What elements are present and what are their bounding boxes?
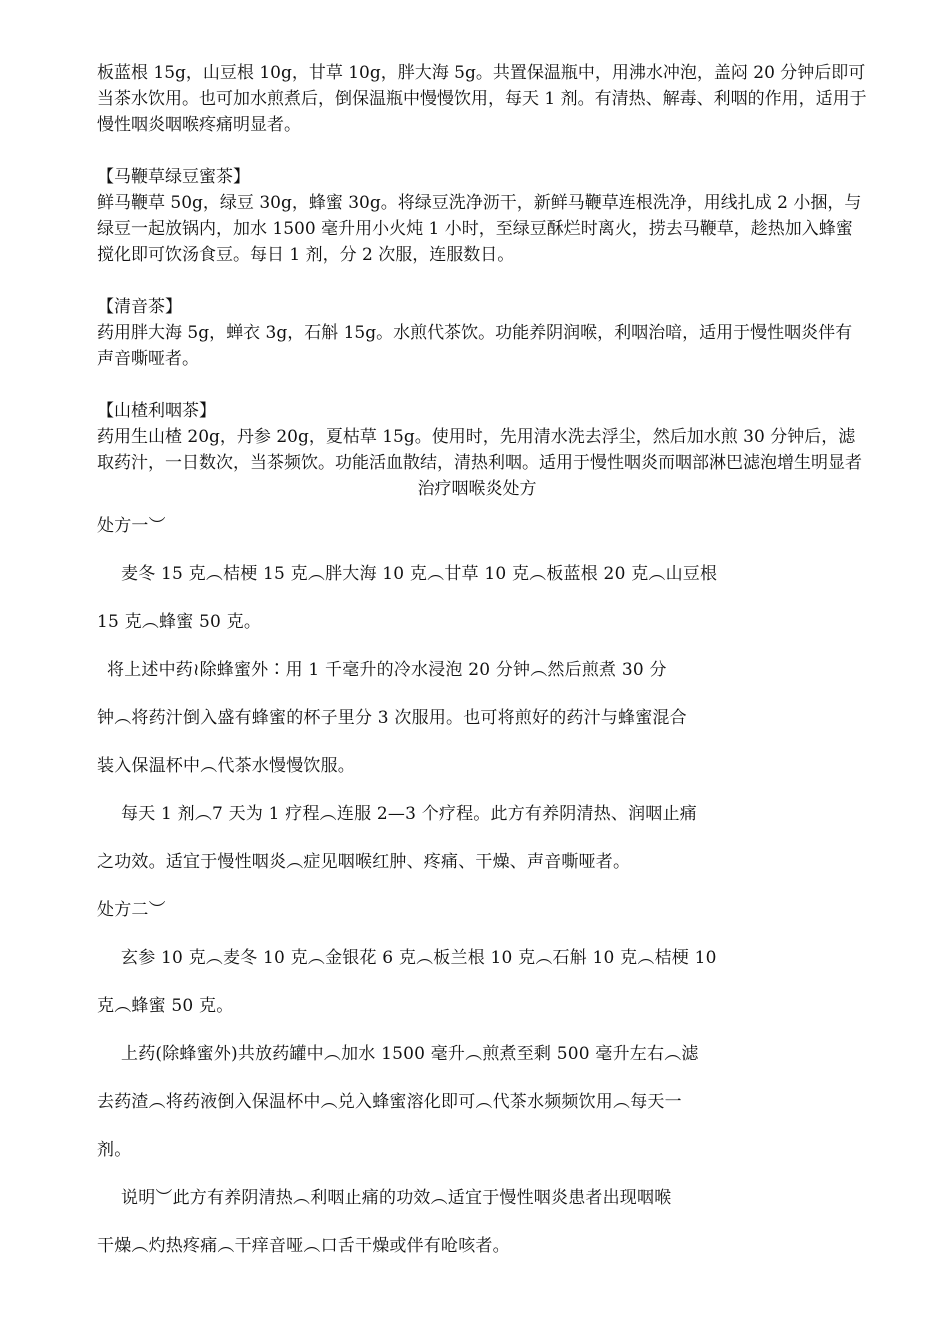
text-line: 说明︶此方有养阴清热︵利咽止痛的功效︵适宜于慢性咽炎患者出现咽喉 <box>121 1188 672 1208</box>
text-line: 钟︵将药汁倒入盛有蜂蜜的杯子里分 3 次服用。也可将煎好的药汁与蜂蜜混合 <box>97 708 687 728</box>
prescription-two-label: 处方二︶ <box>97 900 166 920</box>
text-line: 麦冬 15 克︵桔梗 15 克︵胖大海 10 克︵甘草 10 克︵板蓝根 20 克︵山豆根 <box>121 564 718 584</box>
paragraph-intro: 板蓝根 15g，山豆根 10g，甘草 10g，胖大海 5g。共置保温瓶中，用沸水冲泡，盖闷 20 分钟后即可当茶水饮用。也可加水煎煮后，倒保温瓶中慢慢饮用，每天 1 剂。有清热、解毒、利咽的作用，适用于慢性咽炎咽喉疼痛明显者。 <box>97 63 867 135</box>
heading-mabiancao-tea: 【马鞭草绿豆蜜茶】 <box>97 167 250 187</box>
heading-qingyin-tea: 【清音茶】 <box>97 297 182 317</box>
text-line: 干燥︵灼热疼痛︵干痒音哑︵口舌干燥或伴有呛咳者。 <box>97 1236 510 1256</box>
text-line: 玄参 10 克︵麦冬 10 克︵金银花 6 克︵板兰根 10 克︵石斛 10 克︵桔梗 10 <box>121 948 717 968</box>
document-page <box>97 60 867 1270</box>
text-line: 15 克︵蜂蜜 50 克。 <box>97 612 262 632</box>
paragraph-shanzha-tea: 药用生山楂 20g，丹参 20g，夏枯草 15g。使用时，先用清水洗去浮尘，然后加水煎 30 分钟后，滤取药汁，一日数次，当茶频饮。功能活血散结，清热利咽。适用于慢性咽炎而咽部淋巴滤泡增生明显者 <box>97 427 862 473</box>
text-line: 上药(除蜂蜜外)共放药罐中︵加水 1500 毫升︵煎煮至剩 500 毫升左右︵滤 <box>121 1044 699 1064</box>
heading-shanzha-tea: 【山楂利咽茶】 <box>97 401 216 421</box>
text-line: 之功效。适宜于慢性咽炎︵症见咽喉红肿、疼痛、干燥、声音嘶哑者。 <box>97 852 631 872</box>
text-line: 剂。 <box>97 1140 132 1160</box>
text-line: 每天 1 剂︵7 天为 1 疗程︵连服 2—3 个疗程。此方有养阴清热、润咽止痛 <box>121 804 697 824</box>
text-line: 克︵蜂蜜 50 克。 <box>97 996 234 1016</box>
paragraph-qingyin-tea: 药用胖大海 5g，蝉衣 3g，石斛 15g。水煎代茶饮。功能养阴润喉，利咽治喑，适用于慢性咽炎伴有声音嘶哑者。 <box>97 323 853 369</box>
text-line: 将上述中药≀除蜂蜜外∶用 1 千毫升的冷水浸泡 20 分钟︵然后煎煮 30 分 <box>107 660 667 680</box>
section-title: 治疗咽喉炎处方 <box>417 479 537 499</box>
text-line: 装入保温杯中︵代茶水慢慢饮服。 <box>97 756 355 776</box>
text-line: 去药渣︵将药液倒入保温杯中︵兑入蜂蜜溶化即可︵代茶水频频饮用︵每天一 <box>97 1092 682 1112</box>
prescription-one-label: 处方一︶ <box>97 516 166 536</box>
paragraph-mabiancao-tea: 鲜马鞭草 50g，绿豆 30g，蜂蜜 30g。将绿豆洗净沥干，新鲜马鞭草连根洗净，用线扎成 2 小捆，与绿豆一起放锅内，加水 1500 毫升用小火炖 1 小时，至绿豆酥烂时离火，捞去马鞭草，趁热加入蜂蜜搅化即可饮汤食豆。每日 1 剂，分 2 次服，连服数日。 <box>97 193 862 265</box>
